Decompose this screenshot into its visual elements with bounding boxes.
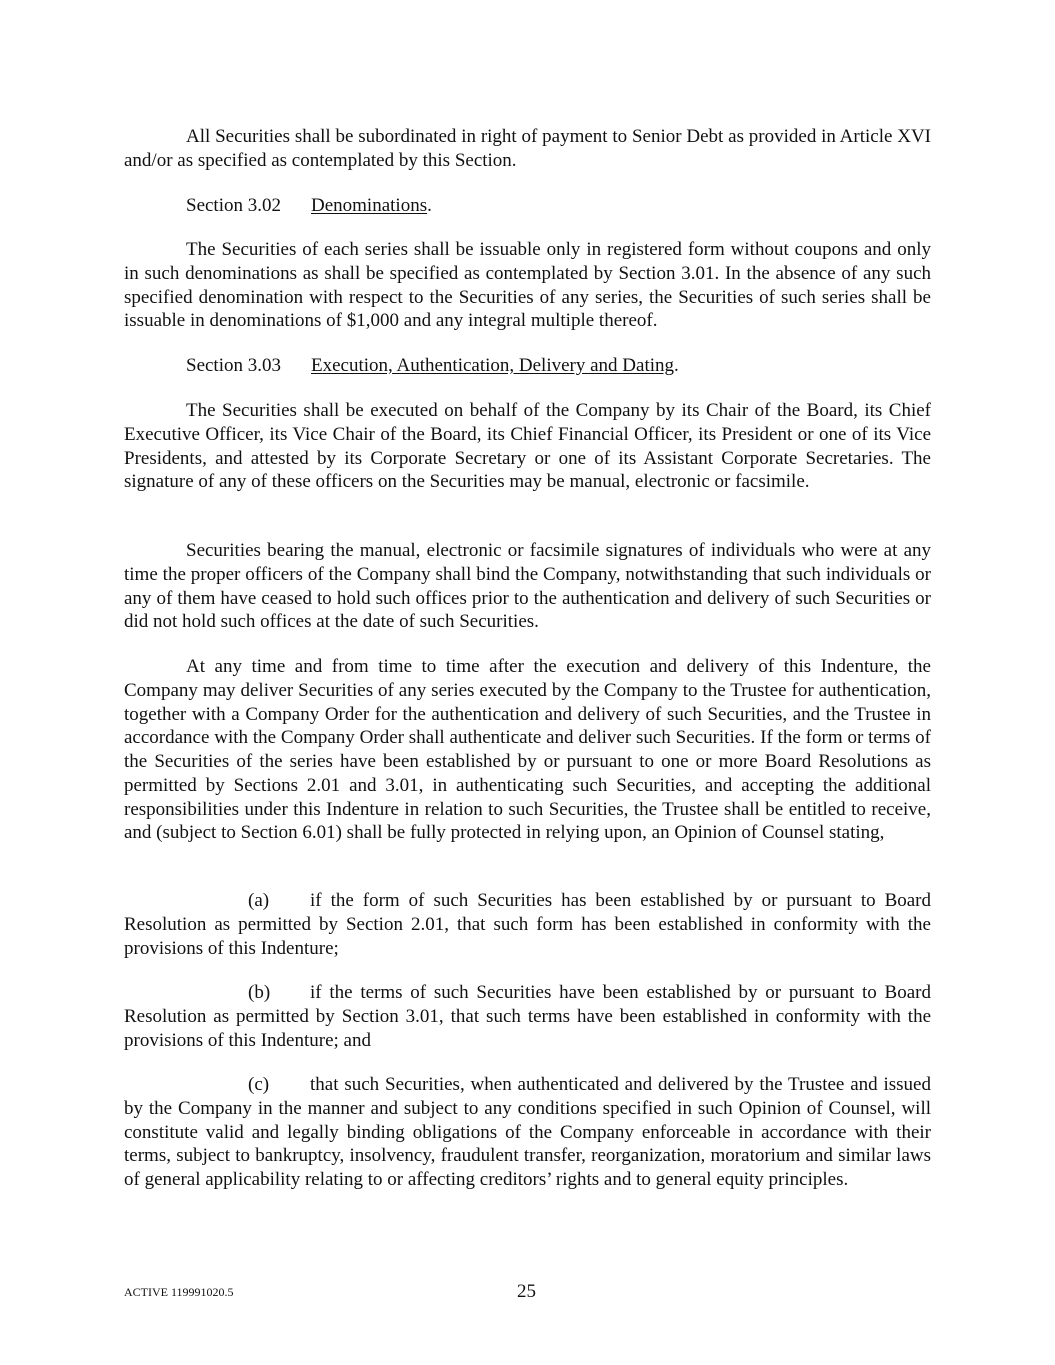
page-number: 25 [517, 1281, 536, 1302]
section-title: Denominations [311, 195, 428, 216]
section-title: Execution, Authentication, Delivery and Dating [311, 355, 675, 376]
paragraph-signatures: Securities bearing the manual, electronic or facsimile signatures of individuals who were at any time the proper officers of the Company shall bind the Company, notwithstanding that such individuals or any of them have ceased to hold such offices prior to the authentication and delivery of such Securities or did not hold such offices at the date of such Securities. [124, 540, 931, 633]
subclause-c [124, 1073, 931, 1192]
section-title-period: . [674, 355, 679, 376]
subclause-a [124, 889, 931, 960]
subclause-b [124, 981, 931, 1052]
paragraph-authentication: At any time and from time to time after the execution and delivery of this Indenture, the Company may deliver Securities of any series executed by the Company to the Trustee for authentication, together with a Company Order for the authentication and delivery of such Securities, and the Trustee in accordance with the Company Order shall authenticate and deliver such Securities. If the form or terms of the Securities of the series have been established by or pursuant to one or more Board Resolutions as permitted by Sections 2.01 and 3.01, in authenticating such Securities, and accepting the additional responsibilities under this Indenture in relation to such Securities, the Trustee shall be entitled to receive, and (subject to Section 6.01) shall be fully protected in relying upon, an Opinion of Counsel stating, [124, 656, 931, 844]
paragraph-execution: The Securities shall be executed on behalf of the Company by its Chair of the Board, its Chief Executive Officer, its Vice Chair of the Board, its Chief Financial Officer, its President or one of its Vice Presidents, and attested by its Corporate Secretary or one of its Assistant Corporate Secretaries. The signature of any of these officers on the Securities may be manual, electronic or facsimile. [124, 400, 931, 493]
paragraph-subordination: All Securities shall be subordinated in right of payment to Senior Debt as provided in Article XVI and/or as specified as contemplated by this Section. [124, 126, 931, 171]
document-id: ACTIVE 119991020.5 [124, 1285, 234, 1299]
subclause-label: (a) [248, 890, 270, 911]
subclause-text: that such Securities, when authenticated and delivered by the Trustee and issued by the Company in the manner and subject to any conditions specified in such Opinion of Counsel, will constitute valid and legally binding obligations of the Company enforceable in accordance with their terms, subject to bankruptcy, insolvency, fraudulent transfer, reorganization, moratorium and similar laws of general applicability relating to or affecting creditors’ rights and to general equity principles. [124, 1074, 931, 1190]
section-number: Section 3.02 [186, 195, 281, 216]
section-heading-3-03 [186, 354, 679, 378]
paragraph-denominations: The Securities of each series shall be issuable only in registered form without coupons and only in such denominations as shall be specified as contemplated by Section 3.01. In the absence of any such specified denomination with respect to the Securities of any series, the Securities of such series shall be issuable in denominations of $1,000 and any integral multiple thereof. [124, 239, 931, 332]
section-number: Section 3.03 [186, 355, 281, 376]
subclause-text: if the form of such Securities has been established by or pursuant to Board Resolution as permitted by Section 2.01, that such form has been established in conformity with the provisions of this Indenture; [124, 890, 931, 959]
section-heading-3-02 [186, 194, 432, 218]
subclause-text: if the terms of such Securities have been established by or pursuant to Board Resolution as permitted by Section 3.01, that such terms have been established in conformity with the provisions of this Indenture; and [124, 982, 931, 1051]
section-title-period: . [427, 195, 432, 216]
subclause-label: (b) [248, 982, 271, 1003]
subclause-label: (c) [248, 1074, 270, 1095]
